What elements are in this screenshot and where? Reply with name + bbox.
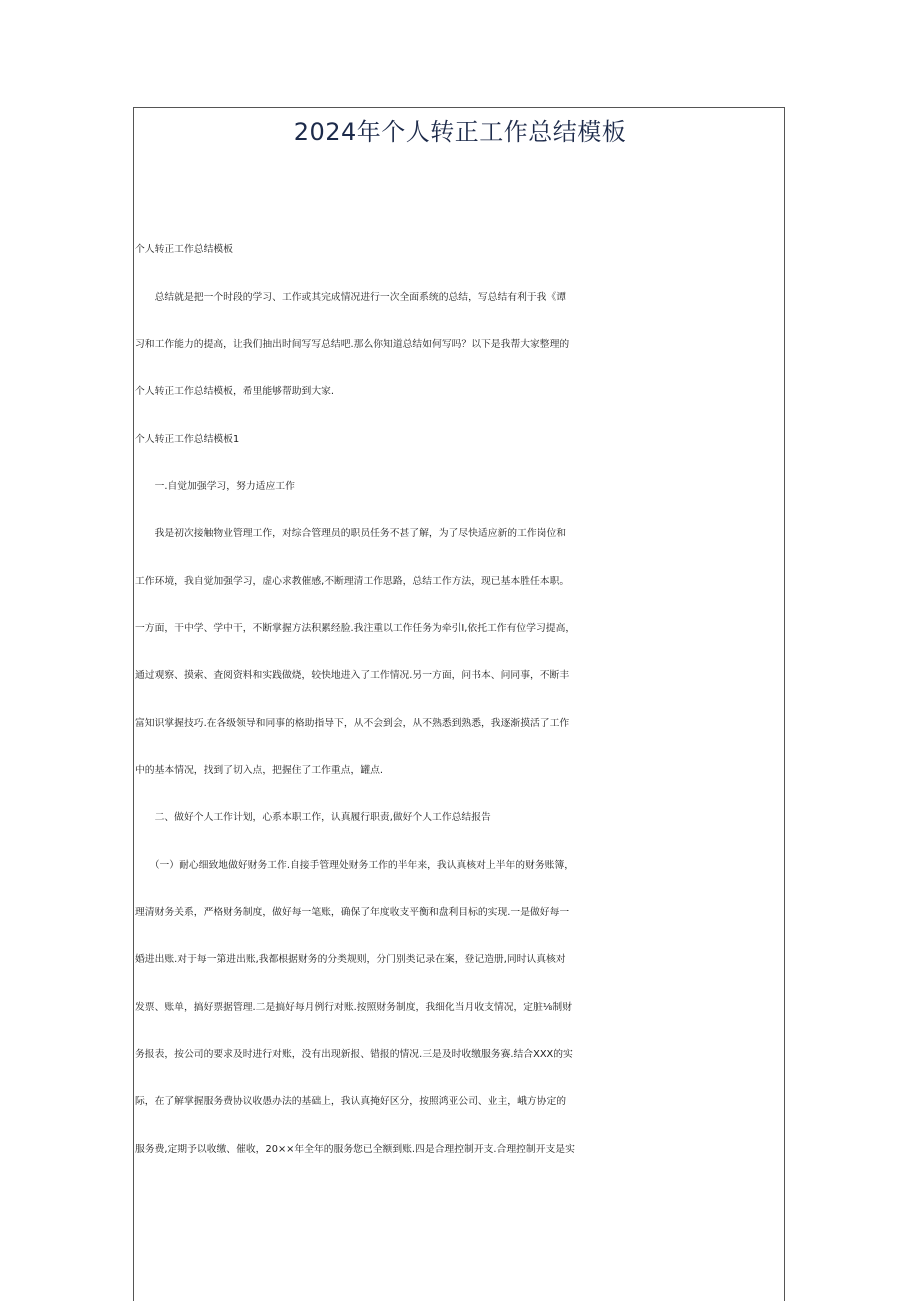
paragraph-line: 总结就是把一个时段的学习、工作或其完成情况进行一次全面系统的总结，写总结有利于我《谭 xyxy=(135,292,567,303)
paragraph-line: （一）耐心细致地做好财务工作.自接手管理处财务工作的半年来，我认真核对上半年的财务账簿， xyxy=(135,860,575,871)
subsection-heading: 二、做好个人工作计划，心系本职工作，认真履行职责,做好个人工作总结报告 xyxy=(135,812,491,823)
paragraph-line: 理清财务关系，严格财务制度，做好每一笔账，确保了年度收支平衡和盘利目标的实现.一是做好每一 xyxy=(135,907,570,918)
paragraph-line: 工作环境，我自觉加强学习，虚心求教催感,不断理清工作思路，总结工作方法，现已基本胜任本职。 xyxy=(135,576,570,587)
paragraph-line: 个人转正工作总结模板，希里能够帮助到大家. xyxy=(135,386,335,397)
paragraph-line: 服务费,定期予以收缴、催收，20××年全年的服务您已全额到账.四是合理控制开支.合理控制开支是实 xyxy=(135,1144,575,1155)
document-page-frame xyxy=(133,107,785,1301)
paragraph-line: 一方面，干中学、学中干，不断掌握方法积累经脸.我注重以工作任务为牵引I,依托工作有位学习提高， xyxy=(135,623,576,634)
paragraph-line: 婚进出账.对于每一第进出账,我都根据财务的分类规则，分门别类记录在案，登记造册,同时认真核对 xyxy=(135,954,566,965)
paragraph-line: 际，在了解掌握服务费协议收愚办法的基础上，我认真掩好区分，按照鸿亚公司、业主，峨方协定的 xyxy=(135,1096,567,1107)
paragraph-line: 富知识掌握技巧.在各级领导和同事的格助指导下，从不会到会，从不熟悉到熟悉，我逐渐摸活了工作 xyxy=(135,718,570,729)
document-title: 2024年个人转正工作总结模板 xyxy=(293,118,627,146)
paragraph-line: 务报表，按公司的要求及时进行对账，没有出现新报、错报的情况.三是及时收缴服务赛.结合XXX的实 xyxy=(135,1049,573,1060)
section-heading: 个人转正工作总结模板 xyxy=(135,244,233,255)
paragraph-line: 通过观察、摸索、査阅资料和实践做烧，较快地进入了工作情况.另一方面，问书本、问同事，不断丰 xyxy=(135,670,570,681)
section-heading: 个人转正工作总结模板1 xyxy=(135,434,240,445)
paragraph-line: 发票、账单，搞好票据管理.二是搞好每月例行对账.按照财务制度，我细化当月收支情况，定脏⅛制财 xyxy=(135,1002,572,1013)
paragraph-line: 中的基本情况，找到了切入点，把握住了工作重点，罐点. xyxy=(135,765,384,776)
paragraph-line: 习和工作能力的提高，让我们抽出时间写写总结吧.那么你知道总结如何写吗？以下是我帮大家整理的 xyxy=(135,339,570,350)
paragraph-line: 我是初次接触物业管理工作，对综合管理员的职员任务不甚了解，为了尽快适应新的工作岗位和 xyxy=(135,528,567,539)
subsection-heading: 一.自觉加强学习，努力适应工作 xyxy=(135,481,295,492)
